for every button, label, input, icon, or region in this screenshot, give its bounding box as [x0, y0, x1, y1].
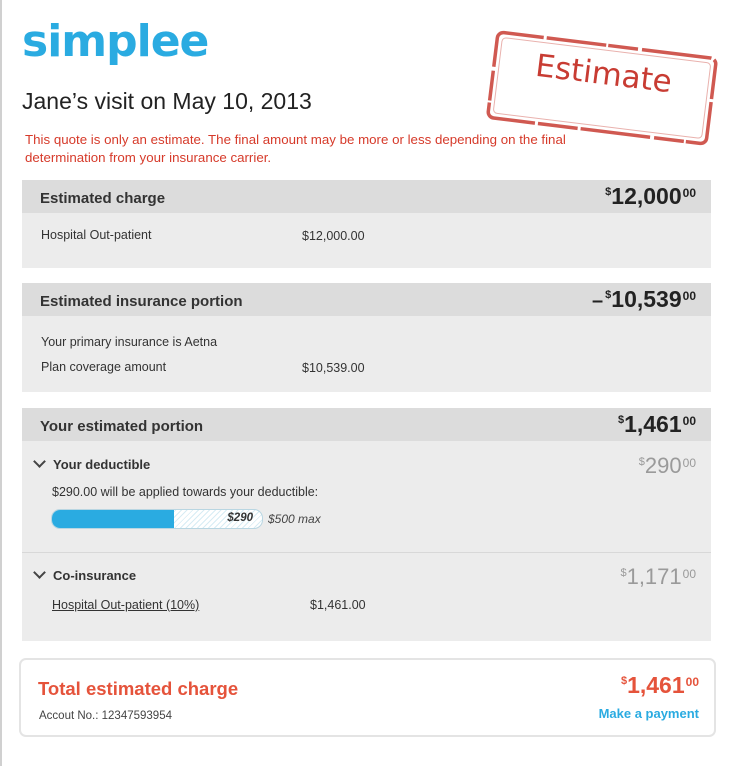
simplee-logo: simplee [22, 16, 209, 67]
section-header [22, 180, 711, 213]
primary-insurance-text: Your primary insurance is Aetna [41, 335, 218, 349]
make-payment-link[interactable]: Make a payment [598, 706, 699, 721]
section-title: Estimated insurance portion [40, 293, 243, 310]
account-number: Accout No.: 12347593954 [39, 710, 172, 722]
deductible-amount: $^{\$}290^{00}$ [638, 453, 696, 478]
line-item-value: $12,000.00 [302, 229, 365, 243]
divider [22, 552, 711, 553]
deductible-max-label: $500 max [268, 512, 321, 526]
coinsurance-amount: $1,171$^{00}$ [620, 564, 696, 589]
your-portion-section [22, 408, 711, 641]
estimated-charge-amount: $12,000$^{00}$ [605, 183, 696, 209]
section-title: Your estimated portion [40, 418, 204, 435]
total-title: Total estimated charge [38, 678, 239, 699]
line-item-value: $10,539.00 [302, 361, 365, 375]
coinsurance-toggle[interactable]: Co-insurance [53, 568, 137, 583]
insurance-portion-section [22, 283, 711, 392]
deductible-progress-fill [52, 510, 174, 528]
line-item-label: Hospital Out-patient [41, 228, 152, 242]
deductible-toggle[interactable]: Your deductible [53, 457, 151, 472]
section-title: Estimated charge [40, 190, 166, 207]
total-amount: $1,461$^{00}$ [620, 672, 699, 698]
estimate-disclaimer: This quote is only an estimate. The final amount may be more or less depending on the final determination from your insurance carrier. [25, 132, 566, 165]
stamp-label: Estimate [533, 47, 674, 101]
chevron-down-icon[interactable] [33, 566, 46, 579]
deductible-progress-label: $290 [227, 512, 253, 524]
your-portion-amount: $1,461$^{00}$ [617, 411, 696, 437]
total-charge-card [19, 658, 716, 737]
insurance-portion-amount: – $10,539$^{00}$ [592, 286, 696, 312]
deductible-note: $290.00 will be applied towards your deductible: [52, 485, 319, 499]
page-edge [0, 0, 2, 766]
line-item-value: $1,461.00 [310, 598, 366, 612]
page-title: Jane’s visit on May 10, 2013 [22, 88, 312, 114]
coinsurance-line-link[interactable]: Hospital Out-patient (10%) [52, 598, 200, 612]
chevron-down-icon[interactable] [33, 455, 46, 468]
section-header [22, 408, 711, 441]
line-item-label: Plan coverage amount [41, 360, 167, 374]
section-header [22, 283, 711, 316]
estimated-charge-section [22, 180, 711, 268]
deductible-progress-bar [51, 509, 263, 529]
estimate-stamp [484, 29, 720, 148]
